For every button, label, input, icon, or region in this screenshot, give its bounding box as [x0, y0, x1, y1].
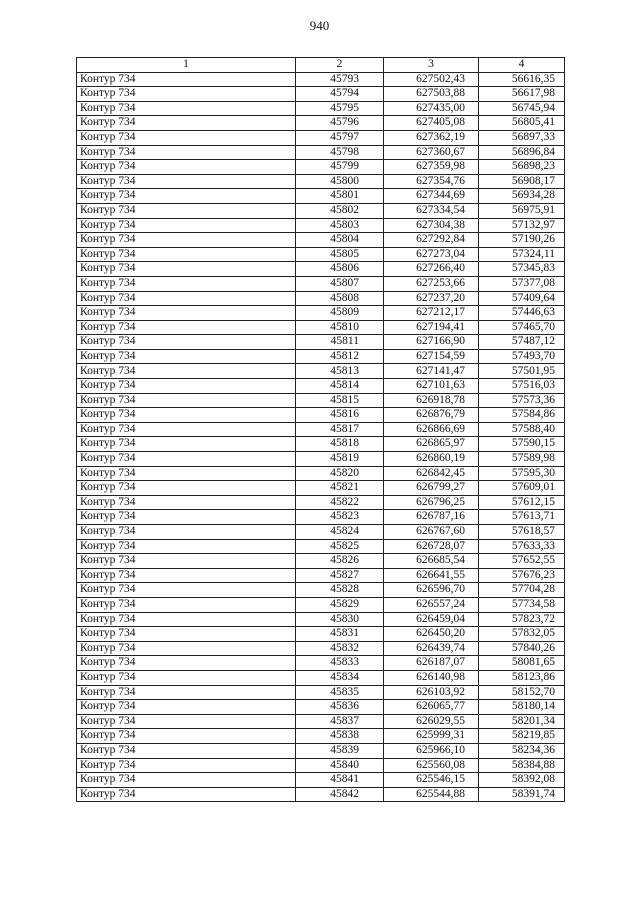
point-number-cell: 45835	[296, 685, 384, 700]
contour-name-cell: Контур 734	[77, 758, 296, 773]
coord-y-cell: 57409,64	[479, 291, 565, 306]
coord-y-cell: 58384,88	[479, 758, 565, 773]
coord-x-cell: 626029,55	[384, 714, 479, 729]
column-header-2: 2	[296, 58, 384, 73]
table-row	[77, 145, 565, 160]
contour-name-cell: Контур 734	[77, 612, 296, 627]
table-row	[77, 306, 565, 321]
contour-name-cell: Контур 734	[77, 422, 296, 437]
table-row	[77, 364, 565, 379]
contour-name-cell: Контур 734	[77, 787, 296, 802]
table-row	[77, 743, 565, 758]
coord-y-cell: 58123,86	[479, 670, 565, 685]
coord-x-cell: 626557,24	[384, 597, 479, 612]
contour-name-cell: Контур 734	[77, 189, 296, 204]
table-row	[77, 437, 565, 452]
table-row	[77, 758, 565, 773]
table-header	[77, 58, 565, 73]
point-number-cell: 45812	[296, 349, 384, 364]
point-number-cell: 45817	[296, 422, 384, 437]
table-row	[77, 233, 565, 248]
coord-x-cell: 626187,07	[384, 656, 479, 671]
point-number-cell: 45832	[296, 641, 384, 656]
point-number-cell: 45799	[296, 160, 384, 175]
table-row	[77, 160, 565, 175]
point-number-cell: 45841	[296, 773, 384, 788]
table-row	[77, 291, 565, 306]
contour-name-cell: Контур 734	[77, 174, 296, 189]
contour-name-cell: Контур 734	[77, 87, 296, 102]
point-number-cell: 45833	[296, 656, 384, 671]
coord-y-cell: 58081,65	[479, 656, 565, 671]
coord-y-cell: 57612,15	[479, 495, 565, 510]
contour-name-cell: Контур 734	[77, 262, 296, 277]
coord-x-cell: 627362,19	[384, 130, 479, 145]
contour-name-cell: Контур 734	[77, 670, 296, 685]
coord-y-cell: 57595,30	[479, 466, 565, 481]
coord-x-cell: 626459,04	[384, 612, 479, 627]
coord-y-cell: 58219,85	[479, 729, 565, 744]
table-row	[77, 481, 565, 496]
table-row	[77, 510, 565, 525]
column-header-3: 3	[384, 58, 479, 73]
table-row	[77, 685, 565, 700]
coord-y-cell: 56934,28	[479, 189, 565, 204]
coord-x-cell: 627503,88	[384, 87, 479, 102]
coord-x-cell: 627435,00	[384, 101, 479, 116]
point-number-cell: 45805	[296, 247, 384, 262]
table-row	[77, 408, 565, 423]
coord-y-cell: 57324,11	[479, 247, 565, 262]
coord-y-cell: 57840,26	[479, 641, 565, 656]
coord-x-cell: 626865,97	[384, 437, 479, 452]
coord-x-cell: 626450,20	[384, 627, 479, 642]
contour-name-cell: Контур 734	[77, 700, 296, 715]
point-number-cell: 45794	[296, 87, 384, 102]
point-number-cell: 45811	[296, 335, 384, 350]
contour-name-cell: Контур 734	[77, 364, 296, 379]
table-row	[77, 525, 565, 540]
point-number-cell: 45828	[296, 583, 384, 598]
coord-x-cell: 627354,76	[384, 174, 479, 189]
table-row	[77, 612, 565, 627]
contour-name-cell: Контур 734	[77, 437, 296, 452]
contour-name-cell: Контур 734	[77, 627, 296, 642]
contour-name-cell: Контур 734	[77, 160, 296, 175]
contour-name-cell: Контур 734	[77, 130, 296, 145]
coord-x-cell: 626842,45	[384, 466, 479, 481]
coord-x-cell: 625966,10	[384, 743, 479, 758]
coord-x-cell: 626866,69	[384, 422, 479, 437]
coord-x-cell: 626767,60	[384, 525, 479, 540]
coord-y-cell: 58391,74	[479, 787, 565, 802]
contour-name-cell: Контур 734	[77, 481, 296, 496]
coord-y-cell: 58180,14	[479, 700, 565, 715]
contour-name-cell: Контур 734	[77, 101, 296, 116]
contour-name-cell: Контур 734	[77, 291, 296, 306]
coord-y-cell: 56617,98	[479, 87, 565, 102]
table-row	[77, 641, 565, 656]
coord-y-cell: 58201,34	[479, 714, 565, 729]
table-row	[77, 656, 565, 671]
coord-y-cell: 57345,83	[479, 262, 565, 277]
coordinates-table	[76, 57, 565, 802]
point-number-cell: 45796	[296, 116, 384, 131]
coord-y-cell: 56896,84	[479, 145, 565, 160]
table-row	[77, 729, 565, 744]
coord-x-cell: 625999,31	[384, 729, 479, 744]
coord-x-cell: 626918,78	[384, 393, 479, 408]
coord-x-cell: 626860,19	[384, 452, 479, 467]
table-row	[77, 72, 565, 87]
coord-y-cell: 56908,17	[479, 174, 565, 189]
table-row	[77, 670, 565, 685]
point-number-cell: 45822	[296, 495, 384, 510]
coord-y-cell: 57823,72	[479, 612, 565, 627]
table-row	[77, 568, 565, 583]
table-row	[77, 422, 565, 437]
point-number-cell: 45813	[296, 364, 384, 379]
contour-name-cell: Контур 734	[77, 568, 296, 583]
table-row	[77, 189, 565, 204]
point-number-cell: 45831	[296, 627, 384, 642]
table-row	[77, 218, 565, 233]
column-header-4: 4	[479, 58, 565, 73]
coord-y-cell: 57190,26	[479, 233, 565, 248]
coord-x-cell: 626140,98	[384, 670, 479, 685]
point-number-cell: 45823	[296, 510, 384, 525]
coord-y-cell: 57465,70	[479, 320, 565, 335]
table-body	[77, 72, 565, 802]
point-number-cell: 45830	[296, 612, 384, 627]
coord-y-cell: 58152,70	[479, 685, 565, 700]
table-row	[77, 773, 565, 788]
contour-name-cell: Контур 734	[77, 218, 296, 233]
coord-y-cell: 57618,57	[479, 525, 565, 540]
coord-y-cell: 58392,08	[479, 773, 565, 788]
table-row	[77, 700, 565, 715]
coord-y-cell: 56975,91	[479, 203, 565, 218]
coord-x-cell: 627360,67	[384, 145, 479, 160]
coord-x-cell: 627502,43	[384, 72, 479, 87]
table-row	[77, 539, 565, 554]
contour-name-cell: Контур 734	[77, 203, 296, 218]
coord-x-cell: 626787,16	[384, 510, 479, 525]
coord-y-cell: 57652,55	[479, 554, 565, 569]
coord-y-cell: 57588,40	[479, 422, 565, 437]
table-row	[77, 203, 565, 218]
point-number-cell: 45839	[296, 743, 384, 758]
contour-name-cell: Контур 734	[77, 145, 296, 160]
contour-name-cell: Контур 734	[77, 466, 296, 481]
coord-y-cell: 58234,36	[479, 743, 565, 758]
coord-x-cell: 626641,55	[384, 568, 479, 583]
coord-y-cell: 57584,86	[479, 408, 565, 423]
coord-y-cell: 57832,05	[479, 627, 565, 642]
coord-x-cell: 627344,69	[384, 189, 479, 204]
coord-x-cell: 626876,79	[384, 408, 479, 423]
point-number-cell: 45836	[296, 700, 384, 715]
point-number-cell: 45806	[296, 262, 384, 277]
coord-y-cell: 57446,63	[479, 306, 565, 321]
point-number-cell: 45795	[296, 101, 384, 116]
coord-x-cell: 626103,92	[384, 685, 479, 700]
coord-x-cell: 625544,88	[384, 787, 479, 802]
point-number-cell: 45802	[296, 203, 384, 218]
table-row	[77, 597, 565, 612]
contour-name-cell: Контур 734	[77, 335, 296, 350]
coord-y-cell: 56616,35	[479, 72, 565, 87]
point-number-cell: 45809	[296, 306, 384, 321]
table-row	[77, 787, 565, 802]
coord-x-cell: 627334,54	[384, 203, 479, 218]
contour-name-cell: Контур 734	[77, 233, 296, 248]
table-row	[77, 452, 565, 467]
contour-name-cell: Контур 734	[77, 320, 296, 335]
contour-name-cell: Контур 734	[77, 276, 296, 291]
contour-name-cell: Контур 734	[77, 539, 296, 554]
contour-name-cell: Контур 734	[77, 685, 296, 700]
coord-y-cell: 56897,33	[479, 130, 565, 145]
table-row	[77, 101, 565, 116]
coord-y-cell: 57573,36	[479, 393, 565, 408]
coord-x-cell: 627359,98	[384, 160, 479, 175]
coord-x-cell: 626685,54	[384, 554, 479, 569]
coord-x-cell: 626439,74	[384, 641, 479, 656]
point-number-cell: 45801	[296, 189, 384, 204]
coord-x-cell: 627166,90	[384, 335, 479, 350]
coord-x-cell: 627273,04	[384, 247, 479, 262]
table-row	[77, 174, 565, 189]
point-number-cell: 45837	[296, 714, 384, 729]
point-number-cell: 45842	[296, 787, 384, 802]
table-row	[77, 130, 565, 145]
contour-name-cell: Контур 734	[77, 408, 296, 423]
coord-x-cell: 627304,38	[384, 218, 479, 233]
table-row	[77, 320, 565, 335]
contour-name-cell: Контур 734	[77, 116, 296, 131]
table-row	[77, 583, 565, 598]
coord-x-cell: 625560,08	[384, 758, 479, 773]
coord-x-cell: 626596,70	[384, 583, 479, 598]
contour-name-cell: Контур 734	[77, 349, 296, 364]
coord-y-cell: 57633,33	[479, 539, 565, 554]
point-number-cell: 45816	[296, 408, 384, 423]
table-row	[77, 335, 565, 350]
coord-y-cell: 57590,15	[479, 437, 565, 452]
contour-name-cell: Контур 734	[77, 452, 296, 467]
contour-name-cell: Контур 734	[77, 597, 296, 612]
contour-name-cell: Контур 734	[77, 743, 296, 758]
point-number-cell: 45800	[296, 174, 384, 189]
contour-name-cell: Контур 734	[77, 306, 296, 321]
coord-y-cell: 57493,70	[479, 349, 565, 364]
point-number-cell: 45820	[296, 466, 384, 481]
point-number-cell: 45826	[296, 554, 384, 569]
coord-x-cell: 626799,27	[384, 481, 479, 496]
contour-name-cell: Контур 734	[77, 393, 296, 408]
coord-y-cell: 57487,12	[479, 335, 565, 350]
coord-x-cell: 627194,41	[384, 320, 479, 335]
table-row	[77, 627, 565, 642]
point-number-cell: 45803	[296, 218, 384, 233]
coord-x-cell: 627292,84	[384, 233, 479, 248]
coord-y-cell: 57501,95	[479, 364, 565, 379]
coord-y-cell: 57676,23	[479, 568, 565, 583]
coord-y-cell: 57704,28	[479, 583, 565, 598]
header-row	[77, 58, 565, 73]
coord-x-cell: 627253,66	[384, 276, 479, 291]
contour-name-cell: Контур 734	[77, 641, 296, 656]
table-row	[77, 247, 565, 262]
point-number-cell: 45819	[296, 452, 384, 467]
table-row	[77, 87, 565, 102]
coord-x-cell: 627212,17	[384, 306, 479, 321]
coord-x-cell: 627101,63	[384, 379, 479, 394]
contour-name-cell: Контур 734	[77, 510, 296, 525]
point-number-cell: 45824	[296, 525, 384, 540]
contour-name-cell: Контур 734	[77, 379, 296, 394]
point-number-cell: 45825	[296, 539, 384, 554]
point-number-cell: 45797	[296, 130, 384, 145]
contour-name-cell: Контур 734	[77, 554, 296, 569]
coord-x-cell: 627405,08	[384, 116, 479, 131]
table-row	[77, 276, 565, 291]
coord-x-cell: 625546,15	[384, 773, 479, 788]
coord-y-cell: 56745,94	[479, 101, 565, 116]
coord-x-cell: 627266,40	[384, 262, 479, 277]
coord-y-cell: 57609,01	[479, 481, 565, 496]
coord-y-cell: 56805,41	[479, 116, 565, 131]
column-header-1: 1	[77, 58, 296, 73]
point-number-cell: 45829	[296, 597, 384, 612]
point-number-cell: 45798	[296, 145, 384, 160]
table-row	[77, 349, 565, 364]
table-row	[77, 466, 565, 481]
contour-name-cell: Контур 734	[77, 729, 296, 744]
contour-name-cell: Контур 734	[77, 495, 296, 510]
contour-name-cell: Контур 734	[77, 714, 296, 729]
coord-y-cell: 57377,08	[479, 276, 565, 291]
point-number-cell: 45818	[296, 437, 384, 452]
contour-name-cell: Контур 734	[77, 773, 296, 788]
point-number-cell: 45838	[296, 729, 384, 744]
table-row	[77, 495, 565, 510]
coord-y-cell: 56898,23	[479, 160, 565, 175]
point-number-cell: 45808	[296, 291, 384, 306]
contour-name-cell: Контур 734	[77, 656, 296, 671]
table-row	[77, 714, 565, 729]
table-row	[77, 116, 565, 131]
coord-x-cell: 626728,07	[384, 539, 479, 554]
point-number-cell: 45810	[296, 320, 384, 335]
coord-x-cell: 627141,47	[384, 364, 479, 379]
coord-x-cell: 626796,25	[384, 495, 479, 510]
coord-y-cell: 57734,58	[479, 597, 565, 612]
point-number-cell: 45840	[296, 758, 384, 773]
point-number-cell: 45821	[296, 481, 384, 496]
table-row	[77, 393, 565, 408]
point-number-cell: 45827	[296, 568, 384, 583]
coord-y-cell: 57613,71	[479, 510, 565, 525]
contour-name-cell: Контур 734	[77, 525, 296, 540]
point-number-cell: 45804	[296, 233, 384, 248]
coord-y-cell: 57589,98	[479, 452, 565, 467]
table-row	[77, 262, 565, 277]
contour-name-cell: Контур 734	[77, 583, 296, 598]
point-number-cell: 45807	[296, 276, 384, 291]
contour-name-cell: Контур 734	[77, 72, 296, 87]
contour-name-cell: Контур 734	[77, 247, 296, 262]
point-number-cell: 45814	[296, 379, 384, 394]
table-row	[77, 379, 565, 394]
point-number-cell: 45834	[296, 670, 384, 685]
point-number-cell: 45815	[296, 393, 384, 408]
point-number-cell: 45793	[296, 72, 384, 87]
page-number: 940	[309, 18, 330, 33]
coord-x-cell: 627237,20	[384, 291, 479, 306]
coord-y-cell: 57132,97	[479, 218, 565, 233]
table-row	[77, 554, 565, 569]
coord-y-cell: 57516,03	[479, 379, 565, 394]
coord-x-cell: 626065,77	[384, 700, 479, 715]
coord-x-cell: 627154,59	[384, 349, 479, 364]
